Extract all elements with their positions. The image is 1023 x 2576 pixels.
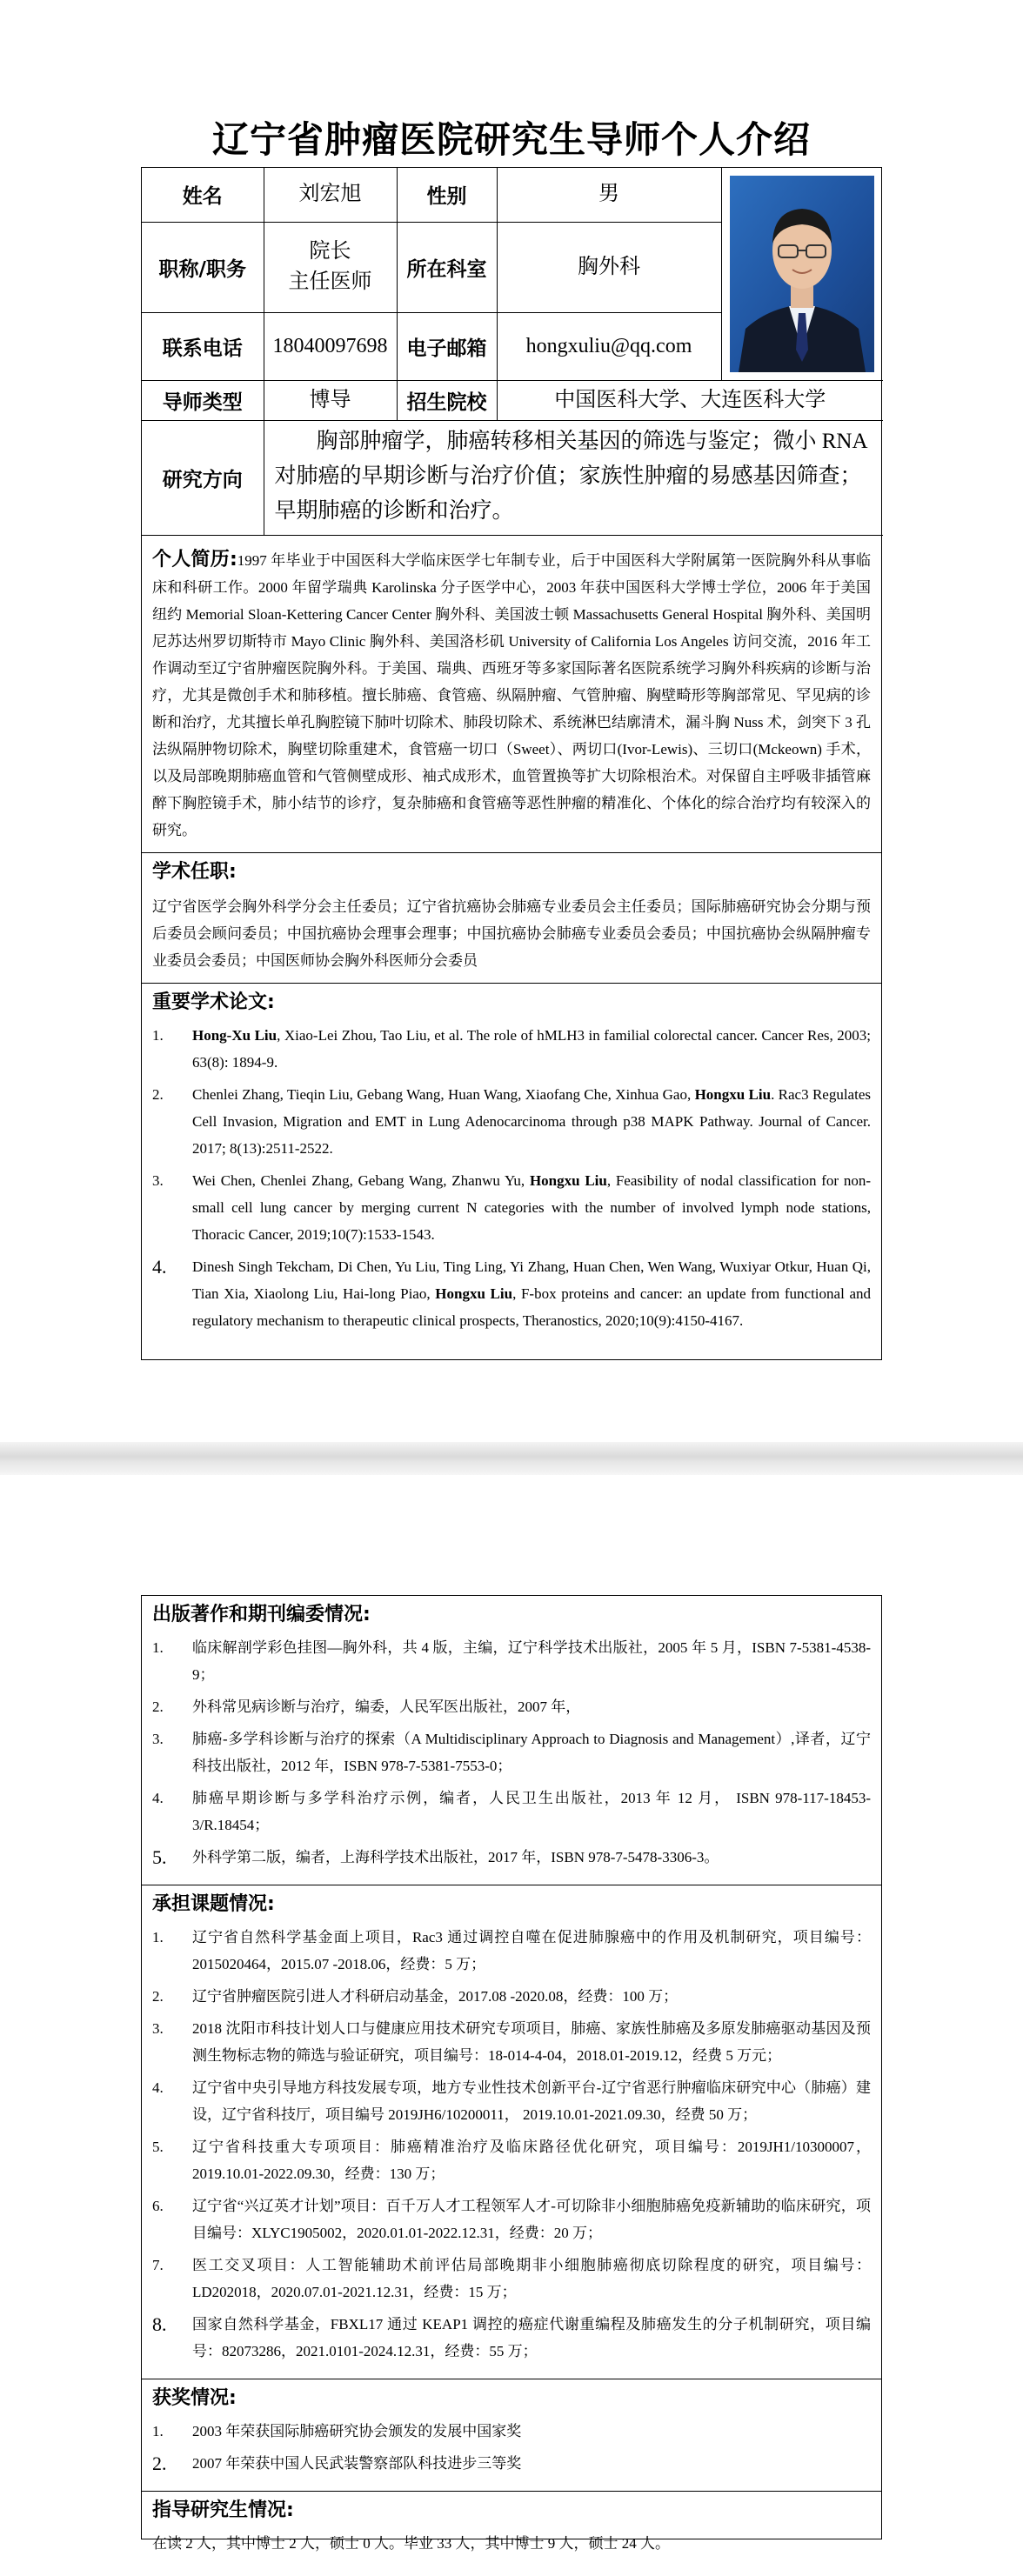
projects-item <box>152 2192 871 2246</box>
page-title: 辽宁省肿瘤医院研究生导师个人介绍 <box>211 118 811 161</box>
document-page-2 <box>0 1475 1023 2576</box>
academic-section <box>142 852 881 983</box>
projects-item <box>152 2311 871 2365</box>
books-item <box>152 1725 871 1779</box>
projects-item <box>152 1924 871 1978</box>
item-text: 医工交叉项目：人工智能辅助术前评估局部晚期非小细胞肺癌彻底切除程度的研究，项目编号：LD202018，2020.07.01-2021.12.31，经费：15 万； <box>192 2257 871 2300</box>
students-text: 在读 2 人，其中博士 2 人，硕士 0 人。毕业 33 人，其中博士 9 人，硕士 24 人。 <box>152 2535 670 2552</box>
position-value <box>264 222 397 312</box>
author-highlight: Hongxu Liu <box>694 1085 772 1103</box>
papers-list <box>152 1022 871 1334</box>
projects-item <box>152 2252 871 2306</box>
item-number: 5. <box>152 2139 164 2155</box>
papers-item <box>152 1253 871 1334</box>
email-label: 电子邮箱 <box>397 312 497 380</box>
item-text: 外科常见病诊断与治疗，编委，人民军医出版社，2007 年， <box>192 1698 581 1715</box>
projects-section <box>142 1885 881 2379</box>
item-text: 国家自然科学基金，FBXL17 通过 KEAP1 调控的癌症代谢重编程及肺癌发生的分子机制研究，项目编号：82073286，2021.0101-2024.12.31，经费：55 万； <box>192 2316 871 2359</box>
books-item <box>152 1693 871 1720</box>
books-item <box>152 1634 871 1688</box>
books-item <box>152 1785 871 1839</box>
author-highlight: Hongxu Liu <box>435 1285 513 1302</box>
students-title: 指导研究生情况: <box>152 2499 294 2521</box>
bio-title: 个人简历: <box>152 548 237 571</box>
item-number: 8. <box>152 2313 167 2335</box>
item-text: 2007 年荣获中国人民武装警察部队科技进步三等奖 <box>192 2455 522 2472</box>
projects-item <box>152 1983 871 2010</box>
item-text: 2003 年荣获国际肺癌研究协会颁发的发展中国家奖 <box>192 2423 522 2439</box>
awards-list <box>152 2418 871 2477</box>
author-highlight: Hong-Xu Liu <box>192 1026 277 1044</box>
projects-item <box>152 2015 871 2069</box>
item-number: 4. <box>152 2079 164 2096</box>
photo-cell <box>721 168 883 380</box>
name-label: 姓名 <box>142 168 264 222</box>
tutor-type-label: 导师类型 <box>142 380 264 420</box>
page-gap <box>0 1442 1023 1475</box>
papers-title: 重要学术论文: <box>152 991 275 1013</box>
dept-label: 所在科室 <box>397 222 497 312</box>
citation-text: , Xiao-Lei Zhou, Tao Liu, et al. The role of hMLH3 in familial colorectal cancer. Cancer Res, 2003; 63(8): 1894-9. <box>192 1026 871 1071</box>
citation-text: Wei Chen, Chenlei Zhang, Gebang Wang, Zhanwu Yu, <box>192 1171 530 1189</box>
profile-frame-2 <box>141 1595 882 2552</box>
citation-text: Chenlei Zhang, Tieqin Liu, Gebang Wang, Huan Wang, Xiaofang Che, Xinhua Gao, <box>192 1085 695 1103</box>
item-text: 临床解剖学彩色挂图—胸外科，共 4 版，主编，辽宁科学技术出版社，2005 年 5 月，ISBN 7-5381-4538-9； <box>192 1639 871 1683</box>
item-number: 5. <box>152 1846 167 1868</box>
school-value: 中国医科大学、大连医科大学 <box>497 380 883 420</box>
item-text: 辽宁省科技重大专项项目：肺癌精准治疗及临床路径优化研究，项目编号：2019JH1/10300007，2019.10.01-2022.09.30，经费：130 万； <box>192 2139 871 2182</box>
citation-text: , F-box proteins and cancer: an update from functional and regulatory mechanism to therapeutic clinical prospects, Theranostics, 2020;10(9):4150-4167. <box>192 1285 871 1329</box>
papers-item <box>152 1167 871 1248</box>
item-text: 肺癌早期诊断与多学科治疗示例，编者，人民卫生出版社，2013 年 12 月， ISBN 978-117-18453-3/R.18454； <box>192 1790 871 1833</box>
school-label: 招生院校 <box>397 380 497 420</box>
name-value: 刘宏旭 <box>264 168 397 222</box>
item-text: 辽宁省自然科学基金面上项目，Rac3 通过调控自噬在促进肺腺癌中的作用及机制研究，项目编号：2015020464，2015.07 -2018.06，经费：5 万； <box>192 1929 871 1972</box>
item-number: 4. <box>152 1255 167 1278</box>
item-number: 3. <box>152 1171 164 1189</box>
awards-title: 获奖情况: <box>152 2387 237 2409</box>
author-highlight: Hongxu Liu <box>529 1171 607 1189</box>
papers-item <box>152 1022 871 1076</box>
item-text: 肺癌-多学科诊断与治疗的探索（A Multidisciplinary Approach to Diagnosis and Management）,译者，辽宁科技出版社，2012 年，ISBN 978-7-5381-7553-0； <box>192 1731 871 1774</box>
item-number: 2. <box>152 1698 164 1715</box>
item-number: 7. <box>152 2257 164 2273</box>
item-number: 3. <box>152 1731 164 1747</box>
awards-item <box>152 2450 871 2477</box>
awards-item <box>152 2418 871 2445</box>
books-list <box>152 1634 871 1871</box>
projects-list <box>152 1924 871 2365</box>
item-number: 1. <box>152 2423 164 2439</box>
position-line-1: 院长 <box>309 240 351 264</box>
profile-frame <box>141 167 882 1360</box>
bio-text: 1997 年毕业于中国医科大学临床医学七年制专业，后于中国医科大学附属第一医院胸外科从事临床和科研工作。2000 年留学瑞典 Karolinska 分子医学中心，2003 年获中国医科大学博士学位，2006 年于美国纽约 Memorial Sloan-Kettering Cancer Center 胸外科、美国波士顿 Massachusetts General Hospital 胸外科、美国明尼苏达州罗切斯特市 Mayo Clinic 胸外科、美国洛杉矶 University of California Los Angeles 访问交流，2016 年工作调动至辽宁省肿瘤医院胸外科。于美国、瑞典、西班牙等多家国际著名医院系统学习胸外科疾病的诊断与治疗，尤其是微创手术和肺移植。擅长肺癌、食管癌、纵隔肿瘤、气管肿瘤、胸壁畸形等胸部常见、罕见病的诊断和治疗，尤其擅长单孔胸腔镜下肺叶切除术、肺段切除术、系统淋巴结廓清术，漏斗胸 Nuss 术，剑突下 3 孔法纵隔肿物切除术，胸壁切除重建术，食管癌一切口（Sweet）、两切口(Ivor-Lewis)、三切口(Mckeown) 手术，以及局部晚期肺癌血管和气管侧壁成形、袖式成形术，血管置换等扩大切除根治术。对保留自主呼吸非插管麻醉下胸腔镜手术，肺小结节的诊疗，复杂肺癌和食管癌等恶性肿瘤的精准化、个体化的综合治疗均有较深入的研究。 <box>152 551 871 838</box>
papers-item <box>152 1081 871 1162</box>
direction-value: 胸部肿瘤学，肺癌转移相关基因的筛选与鉴定；微小 RNA 对肺癌的早期诊断与治疗价值；家族性肿瘤的易感基因筛查；早期肺癌的诊断和治疗。 <box>264 420 883 535</box>
item-number: 2. <box>152 1988 164 2005</box>
item-text: 辽宁省“兴辽英才计划”项目：百千万人才工程领军人才-可切除非小细胞肺癌免疫新辅助的临床研究，项目编号：XLYC1905002，2020.01.01-2022.12.31，经费：20 万； <box>192 2198 871 2241</box>
gender-value: 男 <box>497 168 721 222</box>
tutor-type-value: 博导 <box>264 380 397 420</box>
direction-label: 研究方向 <box>142 420 264 535</box>
projects-item <box>152 2074 871 2128</box>
item-number: 6. <box>152 2198 164 2214</box>
dept-value: 胸外科 <box>497 222 721 312</box>
citation-text: . Rac3 Regulates Cell Invasion, Migration and EMT in Lung Adenocarcinoma through p38 MAPK Pathway. Journal of Cancer. 2017; 8(13):2511-2522. <box>192 1085 871 1157</box>
projects-item <box>152 2133 871 2187</box>
item-text: 辽宁省中央引导地方科技发展专项，地方专业性技术创新平台-辽宁省恶行肿瘤临床研究中心（肺癌）建设，辽宁省科技厅，项目编号 2019JH6/10200011， 2019.10.01-2021.09.30，经费 50 万； <box>192 2079 871 2123</box>
books-section <box>142 1596 881 1885</box>
phone-label: 联系电话 <box>142 312 264 380</box>
position-line-2: 主任医师 <box>288 270 372 293</box>
item-number: 4. <box>152 1790 164 1806</box>
portrait-photo <box>730 176 874 372</box>
item-number: 1. <box>152 1929 164 1945</box>
students-section <box>142 2491 881 2566</box>
awards-section <box>142 2379 881 2491</box>
item-number: 1. <box>152 1026 164 1044</box>
item-number: 2. <box>152 2453 167 2474</box>
books-title: 出版著作和期刊编委情况: <box>152 1604 371 1625</box>
item-number: 1. <box>152 1639 164 1656</box>
item-text: 辽宁省肿瘤医院引进人才科研启动基金，2017.08 -2020.08，经费：100 万； <box>192 1988 679 2005</box>
basic-info-table <box>142 168 883 536</box>
citation-text: , Feasibility of nodal classification for non-small cell lung cancer by merging current N categories with the number of involved lymph node stations, Thoracic Cancer, 2019;10(7):1533-1543. <box>192 1171 871 1243</box>
position-label: 职称/职务 <box>142 222 264 312</box>
item-number: 2. <box>152 1085 164 1103</box>
item-text: 外科学第二版，编者，上海科学技术出版社，2017 年，ISBN 978-7-5478-3306-3。 <box>192 1849 719 1865</box>
phone-value: 18040097698 <box>264 312 397 380</box>
email-value: hongxuliu@qq.com <box>497 312 721 380</box>
projects-title: 承担课题情况: <box>152 1893 275 1915</box>
bio-section <box>142 536 881 852</box>
item-text: 2018 沈阳市科技计划人口与健康应用技术研究专项项目，肺癌、家族性肺癌及多原发肺癌驱动基因及预测生物标志物的筛选与验证研究，项目编号：18-014-4-04，2018.01-2019.12，经费 5 万元； <box>192 2020 871 2064</box>
citation-text: Dinesh Singh Tekcham, Di Chen, Yu Liu, Ting Ling, Yi Zhang, Huan Chen, Wen Wang, Wuxiyar Otkur, Huan Qi, Tian Xia, Xiaolong Liu, Hai-long Piao, <box>192 1258 871 1302</box>
academic-text: 辽宁省医学会胸外科学分会主任委员；辽宁省抗癌协会肺癌专业委员会主任委员；国际肺癌研究协会分期与预后委员会顾问委员；中国抗癌协会理事会理事；中国抗癌协会肺癌专业委员会委员；中国抗癌协会纵隔肿瘤专业委员会委员；中国医师协会胸外科医师分会委员 <box>152 898 871 969</box>
gender-label: 性别 <box>397 168 497 222</box>
item-number: 3. <box>152 2020 164 2037</box>
books-item <box>152 1844 871 1871</box>
academic-title: 学术任职: <box>152 860 237 883</box>
papers-section <box>142 983 881 1348</box>
